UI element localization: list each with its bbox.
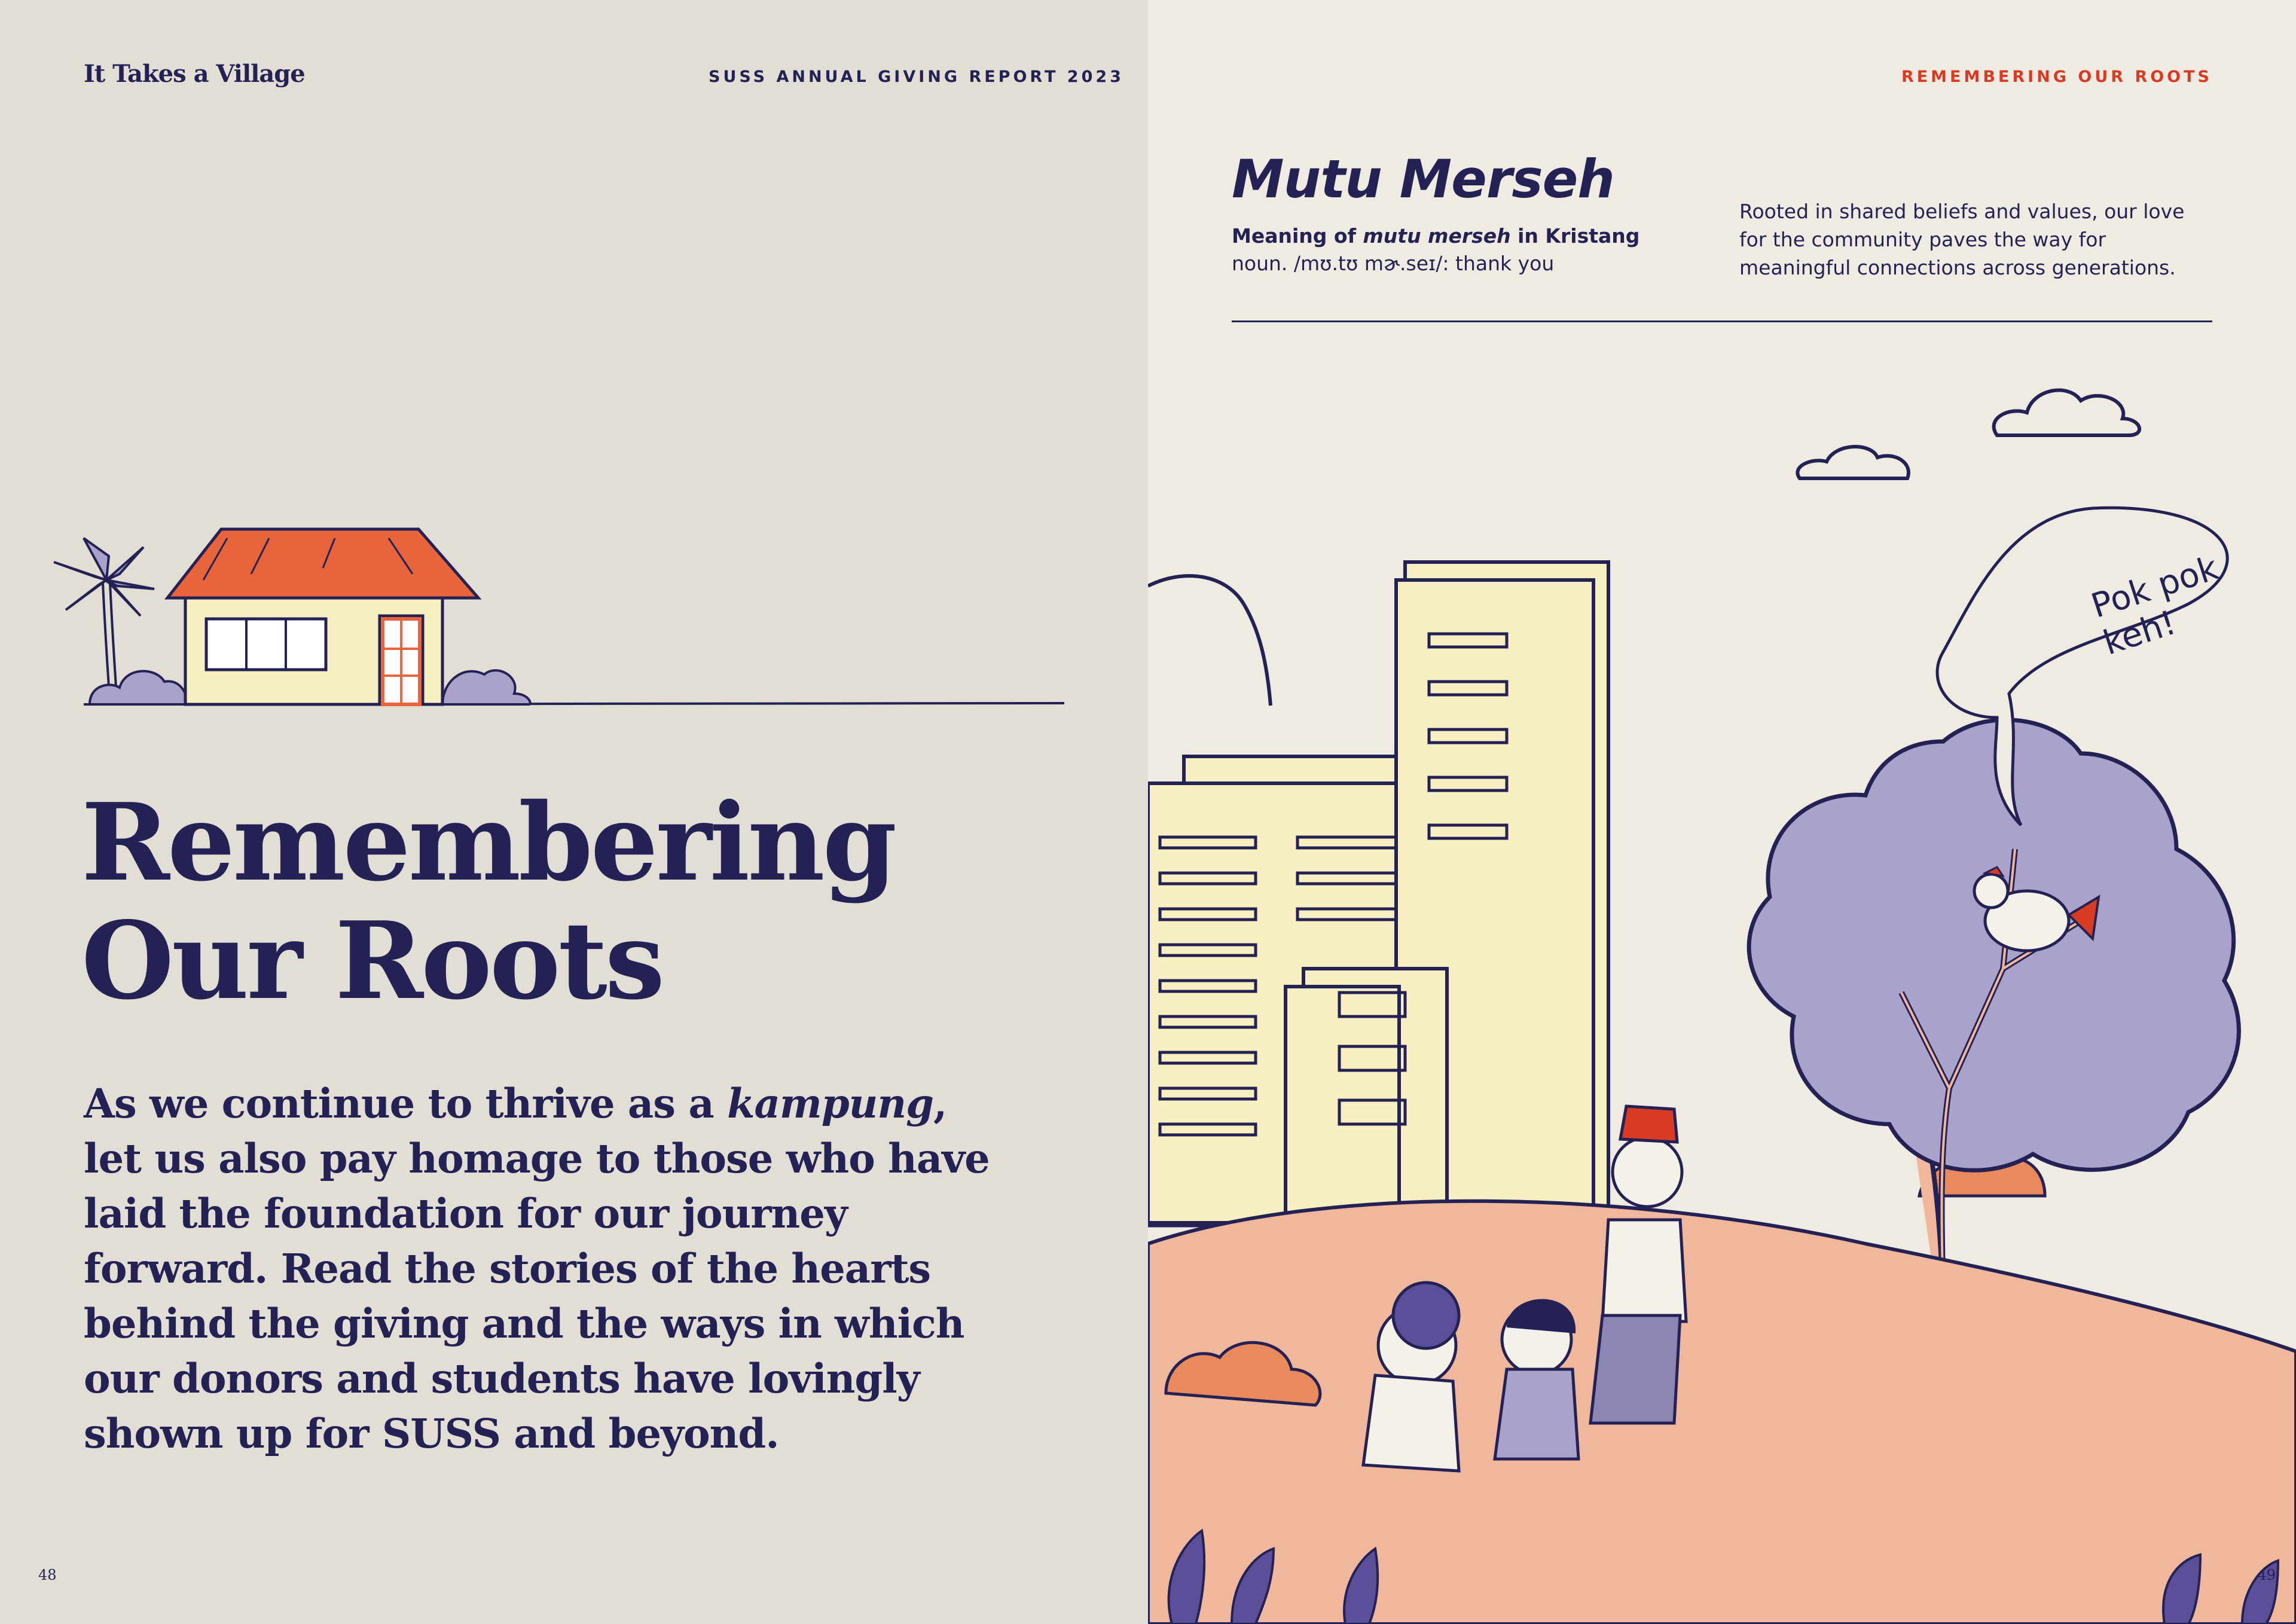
page-number-right: 49 (2257, 1567, 2276, 1583)
description-text: Rooted in shared beliefs and values, our love for the community paves the way for meaningful connections across generations. (1739, 200, 2185, 279)
term-heading: Mutu Merseh (1232, 148, 1614, 210)
meaning-term: mutu merseh (1363, 224, 1511, 248)
right-page (1148, 0, 2296, 1624)
report-title: SUSS ANNUAL GIVING REPORT 2023 (709, 68, 1124, 86)
intro-before: As we continue to thrive as a (84, 1080, 728, 1127)
intro-paragraph (84, 1076, 1016, 1461)
section-label: REMEMBERING OUR ROOTS (1901, 68, 2212, 86)
meaning-suffix: in Kristang (1510, 224, 1640, 248)
term-meaning (1232, 224, 1639, 248)
page-title (81, 780, 895, 1023)
header-divider (1232, 320, 2212, 322)
building-icon (1286, 969, 1447, 1220)
term-definition: noun. /mʊ.tʊ mɚ.seɪ/: thank you (1232, 252, 1555, 275)
house-scene (0, 0, 1148, 729)
hill (1148, 1201, 2296, 1624)
house-icon (167, 529, 478, 704)
page-number-left: 48 (38, 1567, 57, 1583)
speech-bubble-text: Pok pok keh! (2087, 548, 2223, 663)
intro-italic: kampung (727, 1080, 933, 1127)
meaning-prefix: Meaning of (1232, 224, 1363, 248)
running-head: It Takes a Village (84, 60, 305, 88)
intro-after: , let us also pay homage to those who have laid the foundation for our journey forward. Read the stories of the hearts behind the giving and the ways in which our donors and students have lovingly shown up for SUSS and beyond. (84, 1080, 990, 1457)
page-title-line2: Our Roots (81, 898, 663, 1023)
page-title-line1: Remembering (81, 780, 895, 905)
